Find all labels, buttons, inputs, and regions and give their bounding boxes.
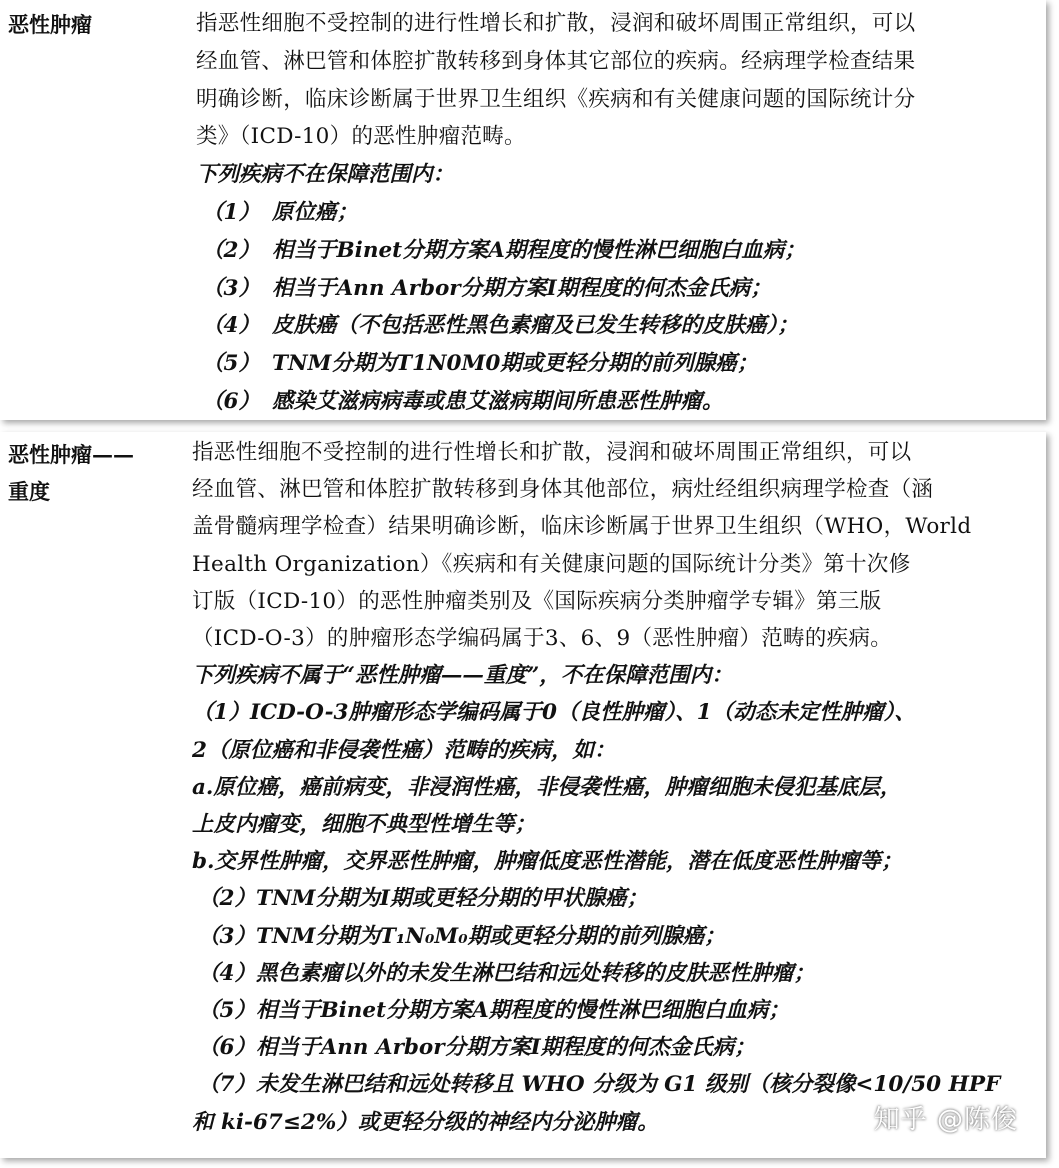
exclusion-text: 相当于Ann Arbor分期方案I期程度的何杰金氏病； bbox=[272, 275, 772, 301]
term-severe-malignant-tumor bbox=[8, 436, 134, 510]
exclusion-text: TNM分期为T1N0M0期或更轻分期的前列腺癌； bbox=[272, 351, 759, 377]
definition-line: 指恶性细胞不受控制的进行性增长和扩散，浸润和破坏周围正常组织，可以 bbox=[192, 440, 912, 465]
exclusion-item bbox=[196, 383, 1032, 421]
exclusion-list bbox=[196, 156, 1032, 421]
exclusion-heading: 下列疾病不属于“恶性肿瘤——重度”，不在保障范围内： bbox=[192, 663, 733, 689]
exclusion-text: 原位癌； bbox=[272, 199, 359, 225]
definition-line: 盖骨髓病理学检查）结果明确诊断，临床诊断属于世界卫生组织（WHO，World bbox=[192, 514, 972, 540]
exclusion-number: （2） bbox=[202, 237, 260, 263]
zhihu-watermark: 知乎 @陈俊 bbox=[873, 1105, 1018, 1135]
exclusion-line: （2）TNM分期为Ⅰ期或更轻分期的甲状腺癌； bbox=[198, 886, 648, 912]
exclusion-item bbox=[196, 232, 1032, 270]
definition-body bbox=[196, 5, 1032, 421]
exclusion-text: 感染艾滋病病毒或患艾滋病期间所患恶性肿瘤。 bbox=[272, 388, 724, 414]
exclusion-number: （4） bbox=[202, 313, 260, 339]
exclusion-item bbox=[196, 307, 1032, 345]
exclusion-item bbox=[196, 194, 1032, 232]
term-malignant-tumor: 恶性肿瘤 bbox=[8, 12, 92, 37]
definition-line: 经血管、淋巴管和体腔扩散转移到身体其它部位的疾病。经病理学检查结果 bbox=[196, 48, 916, 74]
exclusion-item bbox=[196, 270, 1032, 308]
definition-line: （ICD-O-3）的肿瘤形态学编码属于3、6、9（恶性肿瘤）范畴的疾病。 bbox=[192, 626, 893, 652]
exclusion-number: （3） bbox=[202, 275, 260, 301]
exclusion-number: （6） bbox=[202, 388, 260, 414]
exclusion-line: 上皮内瘤变，细胞不典型性增生等； bbox=[192, 812, 537, 838]
definition-body bbox=[192, 434, 1032, 1141]
panel-malignant-tumor bbox=[0, 0, 1046, 420]
definition-paragraph bbox=[192, 434, 1032, 657]
exclusion-item bbox=[196, 345, 1032, 383]
exclusion-line: 和 ki-67≤2%）或更轻分级的神经内分泌肿瘤。 bbox=[192, 1109, 659, 1135]
exclusion-text: 皮肤癌（不包括恶性黑色素瘤及已发生转移的皮肤癌）； bbox=[272, 313, 799, 339]
definition-paragraph bbox=[196, 5, 1032, 156]
exclusion-text: 相当于Binet分期方案A期程度的慢性淋巴细胞白血病； bbox=[272, 237, 806, 263]
term-line: 恶性肿瘤—— bbox=[8, 442, 134, 467]
definition-line: 经血管、淋巴管和体腔扩散转移到身体其他部位，病灶经组织病理学检查（涵 bbox=[192, 477, 934, 503]
definition-line: 订版（ICD-10）的恶性肿瘤类别及《国际疾病分类肿瘤学专辑》第三版 bbox=[192, 588, 882, 614]
exclusion-line: （5）相当于Binet分期方案A期程度的慢性淋巴细胞白血病； bbox=[198, 998, 790, 1024]
exclusion-line: a.原位癌，癌前病变，非浸润性癌，非侵袭性癌，肿瘤细胞未侵犯基底层， bbox=[192, 774, 902, 800]
definition-line: 类》（ICD-10）的恶性肿瘤范畴。 bbox=[196, 124, 526, 150]
definition-line: 指恶性细胞不受控制的进行性增长和扩散，浸润和破坏周围正常组织，可以 bbox=[196, 11, 916, 36]
term-line: 重度 bbox=[8, 479, 50, 504]
definition-line: 明确诊断，临床诊断属于世界卫生组织《疾病和有关健康问题的国际统计分 bbox=[196, 86, 916, 112]
panel-severe-malignant-tumor bbox=[0, 432, 1046, 1158]
exclusion-line: （3）TNM分期为T₁N₀M₀期或更轻分期的前列腺癌； bbox=[198, 923, 726, 949]
exclusion-heading: 下列疾病不在保障范围内： bbox=[196, 162, 455, 188]
exclusion-line: （7）未发生淋巴结和远处转移且 WHO 分级为 G1 级别（核分裂像<10/50 HPF bbox=[198, 1072, 1001, 1098]
exclusion-number: （5） bbox=[202, 351, 260, 377]
exclusion-line: （6）相当于Ann Arbor分期方案Ⅰ期程度的何杰金氏病； bbox=[198, 1035, 756, 1061]
exclusion-number: （1） bbox=[202, 199, 260, 225]
exclusion-line: b.交界性肿瘤，交界恶性肿瘤，肿瘤低度恶性潜能，潜在低度恶性肿瘤等； bbox=[192, 849, 903, 875]
exclusion-line: 2（原位癌和非侵袭性癌）范畴的疾病，如： bbox=[192, 737, 616, 763]
exclusion-list bbox=[192, 657, 1032, 1141]
exclusion-line: （1）ICD-O-3肿瘤形态学编码属于0（良性肿瘤）、1（动态未定性肿瘤）、 bbox=[192, 700, 916, 726]
exclusion-line: （4）黑色素瘤以外的未发生淋巴结和远处转移的皮肤恶性肿瘤； bbox=[198, 960, 815, 986]
definition-line: Health Organization）《疾病和有关健康问题的国际统计分类》第十次修 bbox=[192, 551, 911, 577]
